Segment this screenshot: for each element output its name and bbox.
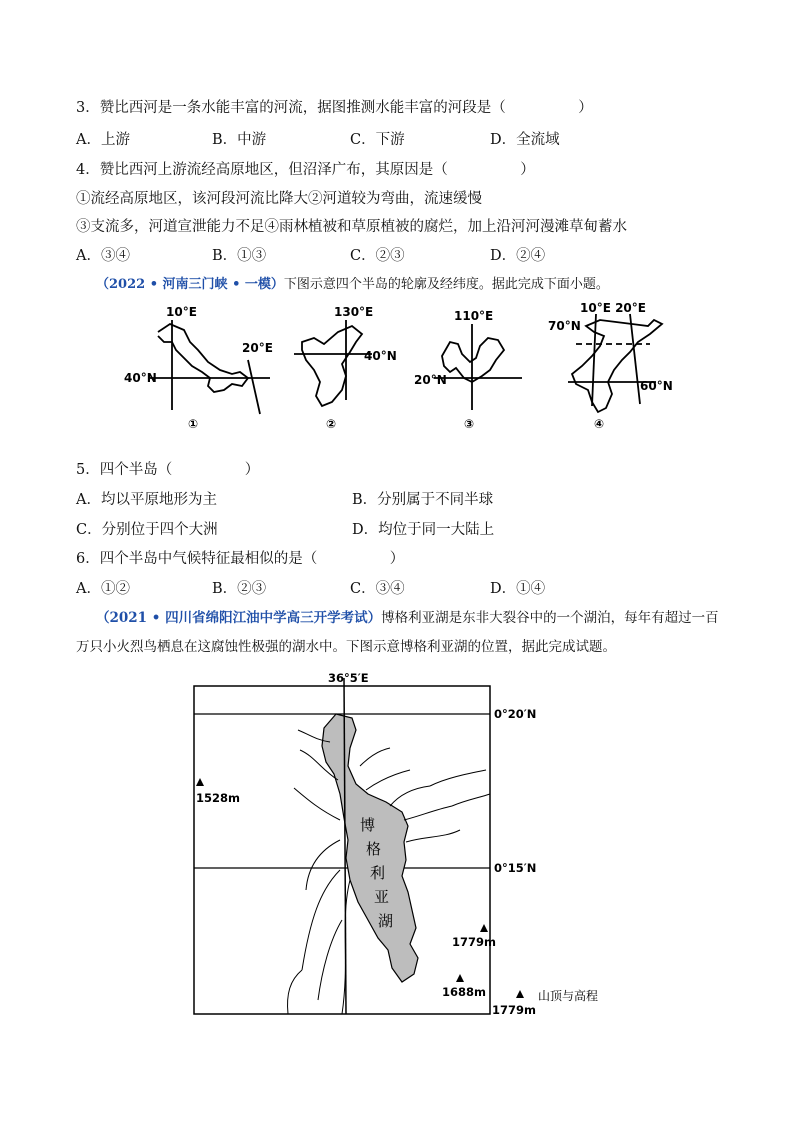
lat-label-1: 0°20′N xyxy=(494,707,537,721)
q5-option-c: C．分别位于四个大洲 xyxy=(76,522,218,538)
p2-lat-label: 40°N xyxy=(364,349,397,363)
q4-option-d: D．②④ xyxy=(490,248,546,264)
p1-lat-label: 40°N xyxy=(124,371,157,385)
peak-icon-3 xyxy=(456,974,464,982)
lat-label-2: 0°15′N xyxy=(494,861,537,875)
p1-lon2-label: 20°E xyxy=(242,341,273,355)
q6-stem: 6．四个半岛中气候特征最相似的是（ ） xyxy=(76,551,405,567)
q5-option-b: B．分别属于不同半球 xyxy=(352,492,494,508)
peak-2-elevation: 1779m xyxy=(452,935,496,949)
p1-number: ① xyxy=(188,417,199,431)
q6-option-b: B．②③ xyxy=(212,581,267,597)
peak-1-elevation: 1528m xyxy=(196,791,240,805)
q3-stem: 3．赞比西河是一条水能丰富的河流，据图推测水能丰富的河段是（ ） xyxy=(76,100,593,116)
q4-stem: 4．赞比西河上游流经高原地区，但沼泽广布，其原因是（ ） xyxy=(76,162,535,178)
q6-option-a: A．①② xyxy=(76,581,130,597)
peninsulas-figure xyxy=(110,302,700,436)
q6-option-c: C．③④ xyxy=(350,581,405,597)
p2-number: ② xyxy=(326,417,337,431)
lake-char-3: 利 xyxy=(370,864,386,882)
group2-source: （2022 • 河南三门峡 • 一模） xyxy=(96,277,284,292)
lake-map xyxy=(190,670,620,1020)
lon-label: 36°5′E xyxy=(328,671,369,685)
group3-intro: 博格利亚湖是东非大裂谷中的一个湖泊，每年有超过一百万只小火烈鸟栖息在这腐蚀性极强的湖水中。下图示意博格利亚湖的位置，据此完成试题。 xyxy=(76,610,719,655)
q6-option-d: D．①④ xyxy=(490,581,546,597)
q4-statement-1: ①流经高原地区，该河段河流比降大②河道较为弯曲，流速缓慢 xyxy=(76,191,482,207)
group2-intro: 下图示意四个半岛的轮廓及经纬度。据此完成下面小题。 xyxy=(283,277,609,292)
legend-peak-icon xyxy=(516,990,524,998)
q3-option-c: C．下游 xyxy=(350,132,405,148)
p3-number: ③ xyxy=(464,417,475,431)
p3-lon-label: 110°E xyxy=(454,309,494,323)
q4-option-b: B．①③ xyxy=(212,248,267,264)
q5-stem: 5．四个半岛（ ） xyxy=(76,462,260,478)
q4-option-c: C．②③ xyxy=(350,248,405,264)
lake-char-1: 博 xyxy=(360,816,376,834)
group3-source: （2021 • 四川省绵阳江油中学高三开学考试） xyxy=(96,610,382,626)
p3-lat-label: 20°N xyxy=(414,373,447,387)
group2-header xyxy=(96,275,609,295)
q4-option-a: A．③④ xyxy=(76,248,130,264)
peninsula-2 xyxy=(294,320,372,406)
p4-number: ④ xyxy=(594,417,605,431)
q3-option-b: B．中游 xyxy=(212,132,267,148)
p1-lon1-label: 10°E xyxy=(166,305,197,319)
q5-option-d: D．均位于同一大陆上 xyxy=(352,522,495,538)
lake-char-4: 亚 xyxy=(374,888,390,906)
peninsula-3 xyxy=(434,324,522,410)
peak-3-elevation: 1688m xyxy=(442,985,486,999)
lake-char-5: 湖 xyxy=(378,912,394,930)
legend-value: 1779m xyxy=(492,1003,536,1017)
peak-icon-1 xyxy=(196,778,204,786)
q5-option-a: A．均以平原地形为主 xyxy=(76,492,217,508)
p4-lon-label: 10°E 20°E xyxy=(580,302,646,315)
peak-icon-2 xyxy=(480,924,488,932)
legend-text: 山顶与高程 xyxy=(538,989,599,1003)
p4-lat1-label: 70°N xyxy=(548,319,581,333)
q4-statement-2: ③支流多，河道宣泄能力不足④雨林植被和草原植被的腐烂，加上沿河河漫滩草甸蓄水 xyxy=(76,219,627,235)
peninsula-1 xyxy=(150,320,270,414)
p4-lat2-label: 60°N xyxy=(640,379,673,393)
q3-option-a: A．上游 xyxy=(76,132,130,148)
p2-lon-label: 130°E xyxy=(334,305,374,319)
lake-char-2: 格 xyxy=(366,840,382,858)
peninsula-4 xyxy=(568,314,662,412)
group3-paragraph xyxy=(76,604,726,662)
q3-option-d: D．全流域 xyxy=(490,132,560,148)
